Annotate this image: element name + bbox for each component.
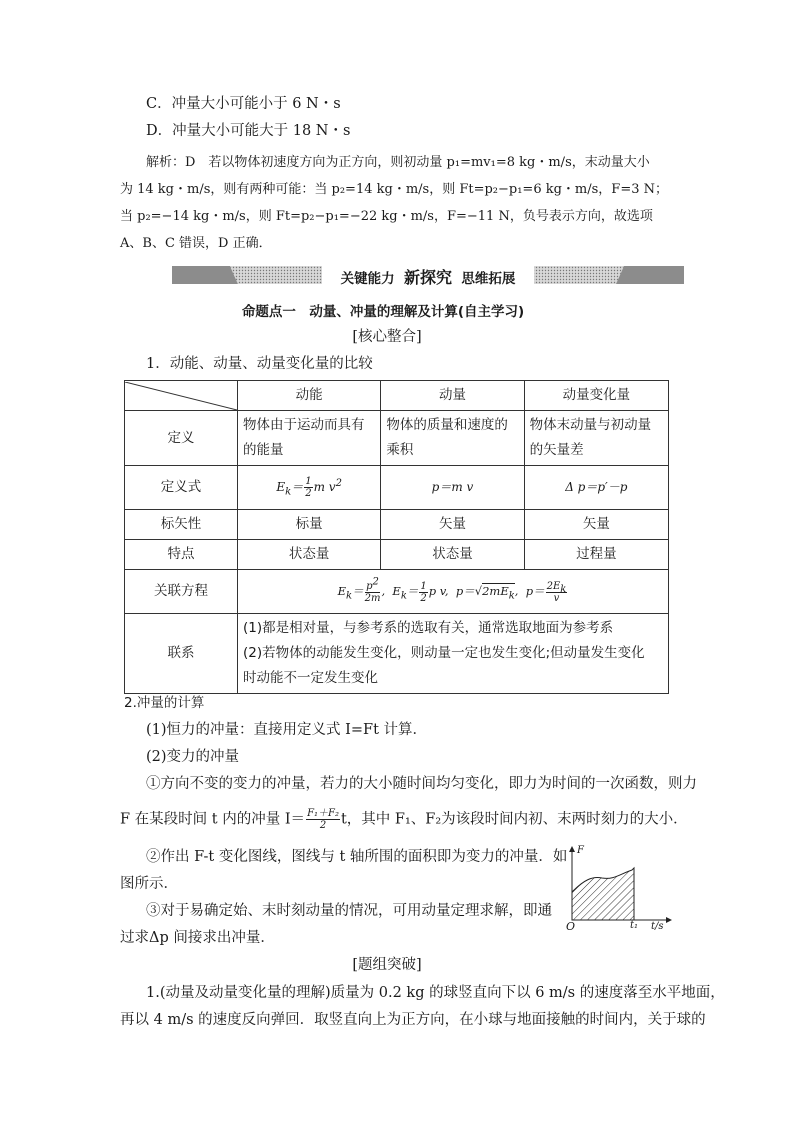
point-1-line-1: ①方向不变的变力的冲量，若力的大小随时间均匀变化，即力为时间的一次函数，则力	[146, 776, 697, 792]
cell-kinetic-definition	[238, 411, 381, 466]
option-d: D．冲量大小可能大于 18 N・s	[146, 123, 351, 139]
fraction-p2-2m: $\frac{p^2}{2m}$	[364, 576, 381, 604]
cell-line: 物体由于运动而具有	[243, 417, 365, 433]
header-change: 动量变化量	[524, 381, 668, 411]
banner-title	[172, 265, 684, 288]
cell-relation-equations: $E_k=$ $\frac{p^2}{2m}$ , $E_k=$ $\frac{1}{2}$ p v, $p=√2mE_k$, p＝ $\frac{2E_k}{v}$	[238, 570, 669, 614]
analysis-line-4: A、B、C 错误，D 正确．	[120, 236, 272, 251]
cell-change-vector: 矢量	[524, 510, 668, 540]
header-kinetic: 动能	[238, 381, 381, 411]
header-momentum: 动量	[381, 381, 524, 411]
comparison-table	[124, 380, 669, 694]
cell-change-formula: Δ p＝p′－p	[524, 466, 668, 510]
point-1-line-2a: F 在某段时间 t 内的冲量 I＝	[120, 811, 306, 828]
fraction-half: $\frac{1}{2}$	[305, 476, 312, 499]
point-2-line-1: ②作出 F-t 变化图线，图线与 t 轴所围的面积即为变力的冲量．如	[146, 849, 568, 865]
core-label: [核心整合]	[352, 329, 422, 345]
cell-kinetic-feature: 状态量	[238, 540, 381, 570]
cell-momentum-formula: p＝m v	[381, 466, 524, 510]
impulse-area	[572, 868, 634, 920]
f-axis-arrow	[569, 846, 575, 852]
cell-line: 的矢量差	[529, 442, 584, 458]
option-c: C．冲量大小可能小于 6 N・s	[146, 96, 341, 112]
cell-line: 物体末动量与初动量	[529, 417, 652, 433]
table-row-connection	[125, 614, 669, 694]
graph-y-label: F	[577, 845, 584, 856]
cell-change-definition	[524, 411, 668, 466]
problem-1-line-2: 再以 4 m/s 的速度反向弹回．取竖直向上为正方向，在小球与地面接触的时间内，关于球的	[120, 1012, 706, 1028]
fraction-f1-f2: $\frac{\text{F₁＋F₂}}{2}$	[307, 808, 339, 831]
fraction-2ek-v: $\frac{2E_k}{v}$	[546, 580, 567, 604]
analysis-line-3: 当 p₂=−14 kg・m/s，则 Ft=p₂−p₁=−22 kg・m/s，F=−11 N，负号表示方向，故选项	[120, 209, 653, 224]
breakthrough-label: [题组突破]	[352, 957, 422, 973]
connection-line-2: (2)若物体的动能发生变化，则动量一定也发生变化;但动量发生变化	[243, 645, 645, 661]
fraction-half-2: $\frac{1}{2}$	[420, 580, 427, 604]
point-3-line-1: ③对于易确定始、末时刻动量的情况，可用动量定理求解，即通	[146, 903, 552, 919]
row-label-relation: 关联方程	[125, 570, 238, 614]
row-label-formula: 定义式	[125, 466, 238, 510]
table-row-feature	[125, 540, 669, 570]
header-diagonal-cell	[125, 381, 238, 411]
point-1-line-2	[120, 808, 688, 831]
banner-left: 关键能力	[340, 271, 395, 287]
diagonal-line	[125, 382, 237, 410]
banner-middle: 新探究	[403, 268, 452, 287]
point-2-line-2: 图所示．	[120, 876, 178, 892]
cell-momentum-feature: 状态量	[381, 540, 524, 570]
t-axis-arrow	[666, 917, 672, 923]
section-2-title: 2.冲量的计算	[124, 695, 205, 711]
cell-connection	[238, 614, 669, 694]
analysis-line-1: 解析：D 若以物体初速度方向为正方向，则初动量 p₁=mv₁=8 kg・m/s，末动量大小	[146, 155, 650, 170]
problem-1-line-1: 1.(动量及动量变化量的理解)质量为 0.2 kg 的球竖直向下以 6 m/s 的速度落至水平地面，	[146, 985, 725, 1001]
banner-right: 思维拓展	[461, 271, 516, 287]
section-2-item-1: (1)恒力的冲量：直接用定义式 I=Ft 计算．	[146, 722, 428, 738]
table-row-relation	[125, 570, 669, 614]
table-row-definition	[125, 411, 669, 466]
row-label-connection: 联系	[125, 614, 238, 694]
table-row-vector	[125, 510, 669, 540]
cell-momentum-definition	[381, 411, 524, 466]
cell-change-feature: 过程量	[524, 540, 668, 570]
cell-kinetic-formula: $E_k=$ $\frac{1}{2}$ m $v^2$	[238, 466, 381, 510]
connection-line-3: 时动能不一定发生变化	[243, 670, 378, 686]
table-header-row	[125, 381, 669, 411]
cell-kinetic-vector: 标量	[238, 510, 381, 540]
cell-line: 乘积	[386, 442, 414, 458]
row-label-vector: 标矢性	[125, 510, 238, 540]
topic-title: 命题点一 动量、冲量的理解及计算(自主学习)	[241, 304, 525, 320]
row-label-feature: 特点	[125, 540, 238, 570]
point-3-line-2: 过求Δp 间接求出冲量．	[120, 930, 275, 946]
graph-t1-label: t₁	[630, 920, 639, 931]
section-2-item-2: (2)变力的冲量	[146, 749, 240, 765]
point-1-line-2b: t，其中 F₁、F₂为该段时间内初、末两时刻力的大小．	[340, 811, 688, 828]
graph-origin: O	[566, 920, 576, 933]
connection-line-1: (1)都是相对量，与参考系的选取有关，通常选取地面为参考系	[243, 620, 614, 636]
row-label-definition: 定义	[125, 411, 238, 466]
graph-x-label: t/s	[651, 921, 664, 932]
section-1-title: 1．动能、动量、动量变化量的比较	[146, 356, 373, 372]
cell-momentum-vector: 矢量	[381, 510, 524, 540]
cell-line: 的能量	[243, 442, 284, 458]
cell-line: 物体的质量和速度的	[386, 417, 508, 433]
table-row-formula	[125, 466, 669, 510]
analysis-line-2: 为 14 kg・m/s，则有两种可能：当 p₂=14 kg・m/s，则 Ft=p₂−p₁=6 kg・m/s，F=3 N；	[120, 182, 668, 197]
